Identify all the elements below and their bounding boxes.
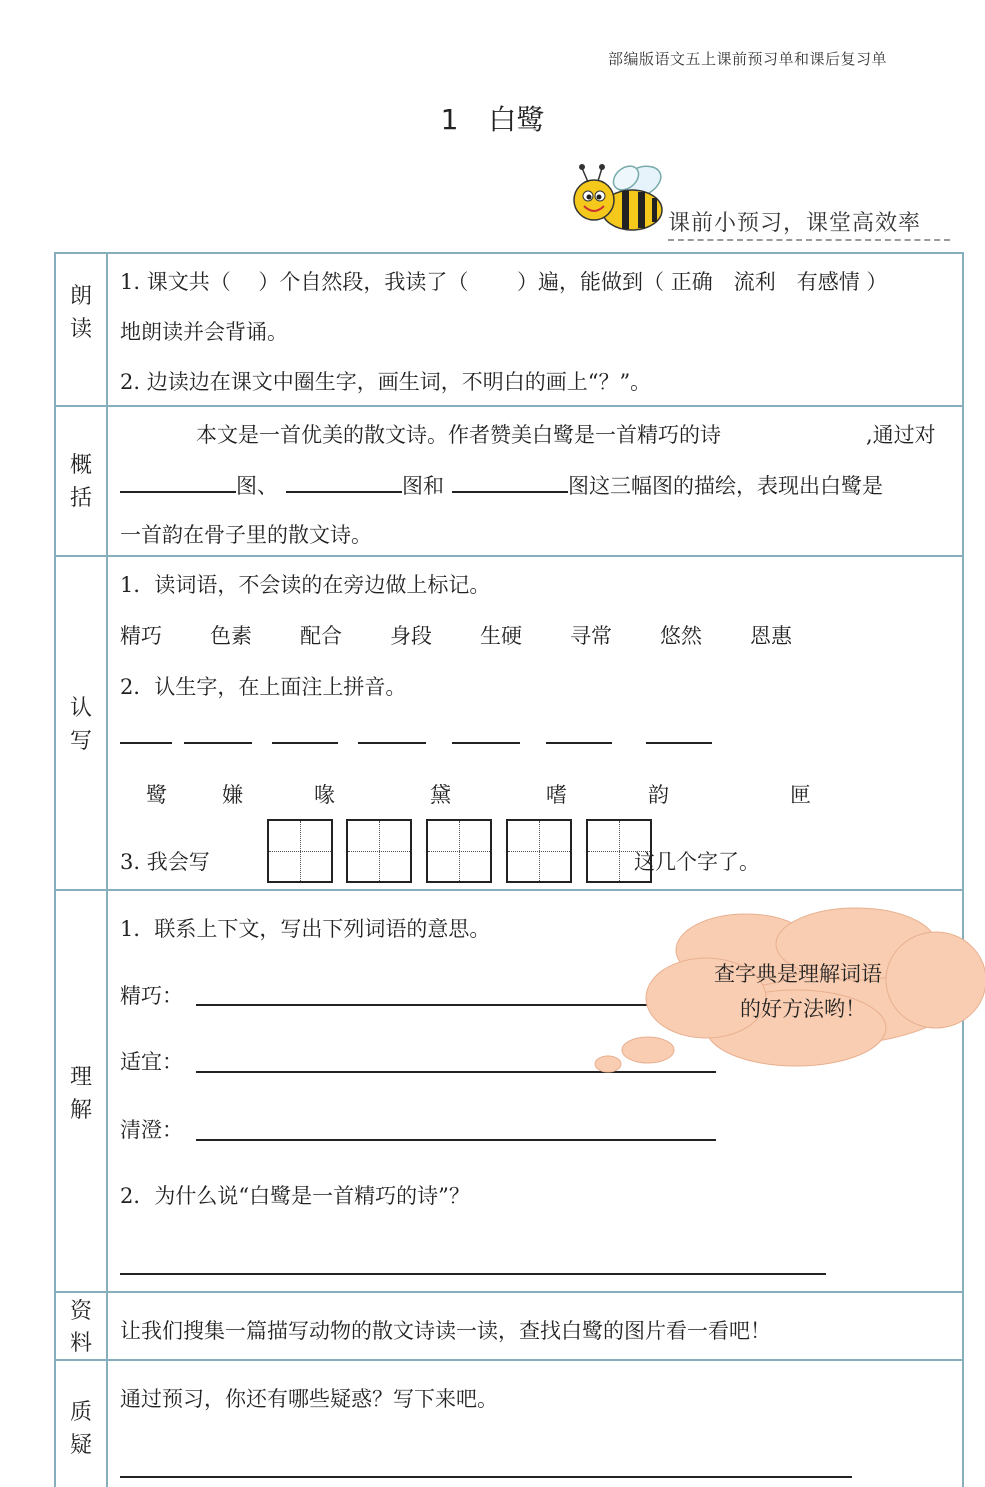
label-understand-1: 理	[69, 1065, 92, 1090]
blank-fill[interactable]	[286, 471, 402, 493]
summary-seg-3: 图这三幅图的描绘，表现出白鹭是	[568, 474, 883, 498]
pinyin-line[interactable]	[646, 742, 712, 744]
label-question-2: 疑	[69, 1433, 92, 1458]
word-8: 恩惠	[750, 624, 792, 648]
char-7: 匣	[790, 783, 811, 807]
header-note: 部编版语文五上课前预习单和课后复习单	[608, 50, 888, 68]
summary-line-1-end: ,通过对	[866, 423, 936, 447]
char-3: 喙	[314, 783, 335, 807]
lesson-number: 1	[440, 103, 459, 136]
summary-line-2	[120, 470, 883, 500]
page-title	[0, 98, 985, 138]
material-text: 让我们搜集一篇描写动物的散文诗读一读，查找白鹭的图片看一看吧！	[120, 1319, 771, 1343]
word-3: 配合	[300, 624, 342, 648]
label-question-1: 质	[69, 1400, 92, 1425]
char-6: 韵	[648, 783, 669, 807]
blank-fill[interactable]	[452, 471, 568, 493]
slogan: 课前小预习，课堂高效率	[668, 206, 950, 241]
char-2: 嫌	[222, 783, 243, 807]
writing-box[interactable]	[506, 819, 572, 883]
write-q2: 2．认生字，在上面注上拼音。	[120, 675, 407, 699]
char-1: 鹭	[146, 783, 167, 807]
write-q1: 1．读词语，不会读的在旁边做上标记。	[120, 573, 491, 597]
write-q3-suffix: 这几个字了。	[634, 850, 760, 874]
section-material	[54, 1291, 964, 1361]
bee-icon	[570, 160, 668, 236]
lesson-title: 白鹭	[488, 103, 545, 136]
summary-line-3: 一首韵在骨子里的散文诗。	[120, 523, 372, 547]
summary-seg-1: 图、	[236, 474, 278, 498]
label-write-1: 认	[69, 696, 92, 721]
understand-q1: 1．联系上下文，写出下列词语的意思。	[120, 917, 491, 941]
pinyin-line[interactable]	[272, 742, 338, 744]
preview-table	[54, 252, 964, 1485]
word-1: 精巧	[120, 624, 162, 648]
writing-box[interactable]	[426, 819, 492, 883]
pinyin-line[interactable]	[546, 742, 612, 744]
label-material-1: 资	[69, 1299, 92, 1324]
writing-box[interactable]	[346, 819, 412, 883]
label-summary-1: 概	[69, 453, 92, 478]
pinyin-line[interactable]	[452, 742, 520, 744]
writing-box[interactable]	[267, 819, 333, 883]
pinyin-line[interactable]	[184, 742, 252, 744]
summary-line-1: 本文是一首优美的散文诗。作者赞美白鹭是一首精巧的诗	[196, 423, 721, 447]
word-4: 身段	[390, 624, 432, 648]
term-3: 清澄：	[120, 1118, 183, 1142]
pinyin-line[interactable]	[358, 742, 426, 744]
section-question	[54, 1359, 964, 1487]
term-2: 适宜：	[120, 1050, 183, 1074]
understand-q2: 2．为什么说“白鹭是一首精巧的诗”？	[120, 1184, 470, 1208]
char-5: 嗜	[546, 783, 567, 807]
tip-line-2: 的好方法哟！	[740, 997, 866, 1021]
word-7: 悠然	[660, 624, 702, 648]
writing-grid	[267, 819, 657, 883]
summary-seg-2: 图和	[402, 474, 444, 498]
read-line-3: 2. 边读边在课文中圈生字，画生词，不明白的画上“？”。	[120, 370, 652, 394]
label-read-2: 读	[69, 317, 92, 342]
answer-line[interactable]	[120, 1476, 852, 1478]
blank-fill[interactable]	[120, 471, 236, 493]
term-1: 精巧：	[120, 984, 183, 1008]
question-text: 通过预习，你还有哪些疑惑？写下来吧。	[120, 1387, 498, 1411]
read-line-2: 地朗读并会背诵。	[120, 320, 288, 344]
word-5: 生硬	[480, 624, 522, 648]
label-summary-2: 括	[69, 486, 92, 511]
answer-line[interactable]	[196, 1139, 716, 1141]
label-write-2: 写	[69, 729, 92, 754]
label-read-1: 朗	[69, 284, 92, 309]
word-2: 色素	[210, 624, 252, 648]
word-6: 寻常	[570, 624, 612, 648]
section-write	[54, 555, 964, 891]
thought-cloud	[586, 906, 985, 1076]
label-material-2: 料	[69, 1331, 92, 1356]
pinyin-line[interactable]	[120, 742, 172, 744]
read-line-1: 1. 课文共（ ）个自然段，我读了（ ）遍，能做到（ 正确 流利 有感情 ）	[120, 270, 888, 294]
write-q3-prefix: 3. 我会写	[120, 850, 210, 874]
label-understand-2: 解	[69, 1098, 92, 1123]
char-4: 黛	[430, 783, 451, 807]
section-read	[54, 252, 964, 407]
tip-line-1: 查字典是理解词语	[714, 962, 882, 986]
section-summary	[54, 405, 964, 557]
answer-line[interactable]	[120, 1273, 826, 1275]
